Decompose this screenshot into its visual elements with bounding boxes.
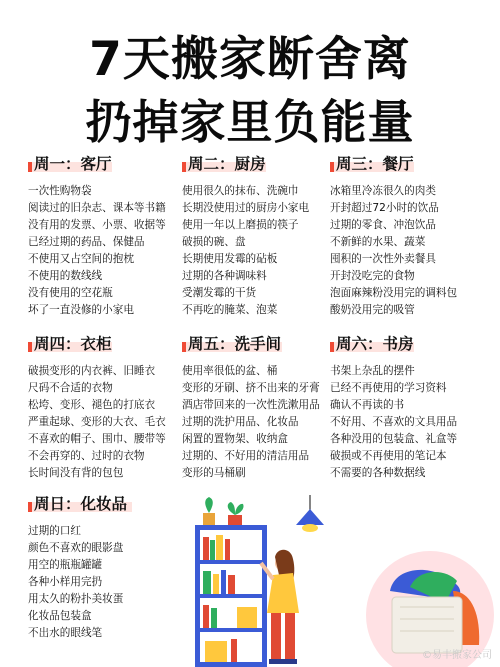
- section-monday: [28, 152, 166, 319]
- heading-label: 周三：餐厅: [336, 155, 414, 173]
- list-item: 已经过期的药品、保健品: [28, 236, 145, 248]
- list-item: 开封超过72小时的饮品: [330, 202, 439, 214]
- section-heading: [28, 152, 166, 176]
- list-item: 囤积的一次性外卖餐具: [330, 253, 436, 265]
- list-item: 不使用的数线线: [28, 270, 103, 282]
- section-tuesday: [182, 152, 309, 319]
- item-list: [182, 183, 309, 319]
- list-item: 开封没吃完的食物: [330, 270, 415, 282]
- section-thursday: [28, 332, 166, 482]
- section-saturday: [330, 332, 457, 482]
- section-heading: [330, 332, 457, 356]
- list-item: 冰箱里冷冻很久的肉类: [330, 185, 436, 197]
- list-item: 长时间没有背的包包: [28, 467, 124, 479]
- list-item: 长期使用发霉的砧板: [182, 253, 278, 265]
- list-item: 酸奶没用完的吸管: [330, 304, 415, 316]
- list-item: 破损变形的内衣裤、旧睡衣: [28, 365, 156, 377]
- list-item: 坏了一直没修的小家电: [28, 304, 134, 316]
- item-list: [28, 363, 166, 482]
- list-item: 泡面麻辣粉没用完的调料包: [330, 287, 458, 299]
- list-item: 用太久的粉扑美妆蛋: [28, 593, 124, 605]
- item-list: [28, 183, 166, 319]
- list-item: 变形的马桶刷: [182, 467, 246, 479]
- list-item: 各种小样用完扔: [28, 576, 103, 588]
- list-item: 不喜欢的帽子、围巾、腰带等: [28, 433, 166, 445]
- list-item: 不出水的眼线笔: [28, 627, 103, 639]
- section-wednesday: [330, 152, 457, 319]
- list-item: 没有使用的空花瓶: [28, 287, 113, 299]
- heading-label: 周一：客厅: [34, 155, 112, 173]
- list-item: 闲置的置物架、收纳盒: [182, 433, 288, 445]
- decluttering-illustration: [195, 495, 500, 667]
- list-item: 阅读过的旧杂志、课本等书籍: [28, 202, 166, 214]
- section-heading: [182, 332, 320, 356]
- list-item: 过期的各种调味料: [182, 270, 267, 282]
- heading-label: 周四：衣柜: [34, 335, 112, 353]
- section-sunday: [28, 492, 128, 642]
- section-heading: [330, 152, 457, 176]
- section-heading: [182, 152, 309, 176]
- list-item: 过期的洗护用品、化妆品: [182, 416, 299, 428]
- section-heading: [28, 332, 166, 356]
- list-item: 用空的瓶瓶罐罐: [28, 559, 103, 571]
- list-item: 破损的碗、盘: [182, 236, 246, 248]
- list-item: 严重起球、变形的大衣、毛衣: [28, 416, 166, 428]
- list-item: 颜色不喜欢的眼影盘: [28, 542, 124, 554]
- list-item: 没有用的发票、小票、收据等: [28, 219, 166, 231]
- list-item: 不会再穿的、过时的衣物: [28, 450, 145, 462]
- list-item: 过期的零食、冲泡饮品: [330, 219, 436, 231]
- list-item: 酒店带回来的一次性洗漱用品: [182, 399, 320, 411]
- list-item: 受潮发霉的干货: [182, 287, 257, 299]
- potted-plant-icon: [203, 497, 244, 525]
- list-item: 不好用、不喜欢的文具用品: [330, 416, 458, 428]
- hanging-lamp-icon: [296, 495, 324, 532]
- item-list: [330, 183, 457, 319]
- list-item: 各种没用的包装盒、礼盒等: [330, 433, 458, 445]
- list-item: 使用率很低的盆、桶: [182, 365, 278, 377]
- section-friday: [182, 332, 320, 482]
- list-item: 已经不再使用的学习资料: [330, 382, 447, 394]
- heading-label: 周五：洗手间: [188, 335, 282, 353]
- item-list: [330, 363, 457, 482]
- section-heading: [28, 492, 128, 516]
- list-item: 使用很久的抹布、洗碗巾: [182, 185, 299, 197]
- list-item: 不再吃的腌菜、泡菜: [182, 304, 278, 316]
- list-item: 尺码不合适的衣物: [28, 382, 113, 394]
- heading-label: 周日：化妆品: [34, 495, 128, 513]
- item-list: [182, 363, 320, 482]
- list-item: 变形的牙刷、挤不出来的牙膏: [182, 382, 320, 394]
- item-list: [28, 523, 123, 642]
- list-item: 松垮、变形、褪色的打底衣: [28, 399, 156, 411]
- list-item: 一次性购物袋: [28, 185, 92, 197]
- list-item: 确认不再读的书: [330, 399, 405, 411]
- list-item: 化妆品包装盒: [28, 610, 92, 622]
- list-item: 使用一年以上磨损的筷子: [182, 219, 299, 231]
- list-item: 过期的口红: [28, 525, 81, 537]
- page-title-line1: 7天搬家断舍离: [89, 32, 411, 87]
- watermark: ©易丰搬家公司: [422, 650, 492, 661]
- heading-label: 周六：书房: [336, 335, 414, 353]
- list-item: 过期的、不好用的清洁用品: [182, 450, 310, 462]
- page-title-line2: 扔掉家里负能量: [85, 95, 415, 149]
- list-item: 不新鲜的水果、蔬菜: [330, 236, 426, 248]
- list-item: 破损或不再使用的笔记本: [330, 450, 447, 462]
- list-item: 不使用又占空间的抱枕: [28, 253, 134, 265]
- bookshelf-icon: [195, 525, 267, 667]
- heading-label: 周二：厨房: [188, 155, 266, 173]
- list-item: 不需要的各种数据线: [330, 467, 426, 479]
- list-item: 长期没使用过的厨房小家电: [182, 202, 310, 214]
- list-item: 书架上杂乱的摆件: [330, 365, 415, 377]
